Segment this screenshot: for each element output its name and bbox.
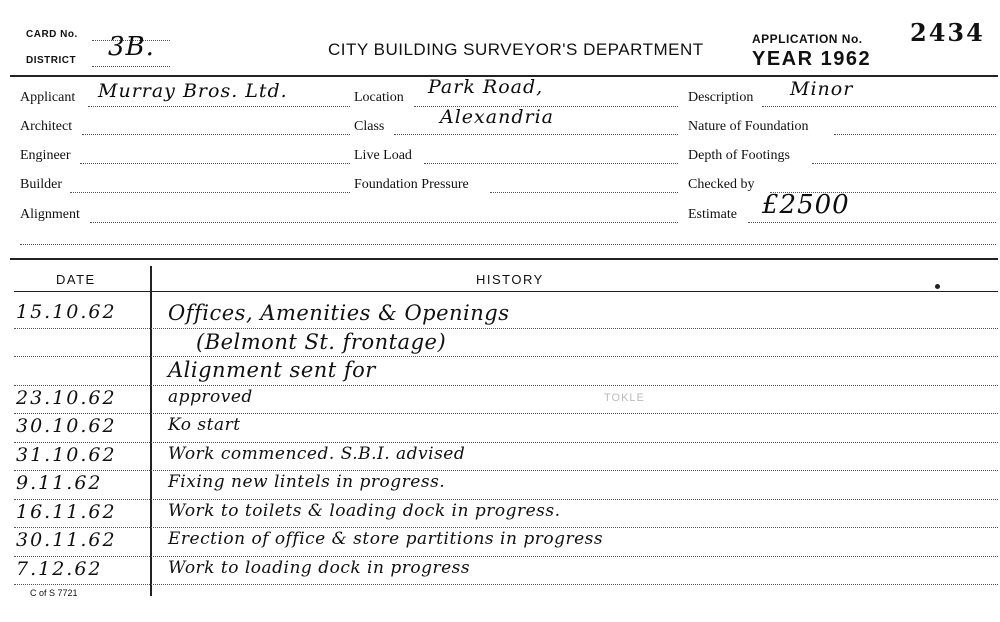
depth-line	[812, 163, 996, 164]
architect-label: Architect	[20, 119, 73, 134]
history-header: HISTORY	[476, 272, 544, 287]
estimate-label: Estimate	[688, 207, 737, 222]
faint-stamp: TOKLE	[604, 392, 645, 404]
department-title: CITY BUILDING SURVEYOR'S DEPARTMENT	[328, 40, 704, 59]
application-label: APPLICATION No.	[752, 32, 863, 46]
history-row-line	[14, 328, 998, 329]
history-row-date: 16.11.62	[16, 500, 117, 523]
history-row-text: Alignment sent for	[168, 358, 376, 382]
applicant-label: Applicant	[20, 90, 76, 105]
history-row-line	[14, 385, 998, 386]
history-row-text: Fixing new lintels in progress.	[168, 472, 446, 492]
history-row-line	[14, 356, 998, 357]
description-label: Description	[688, 90, 754, 105]
estimate-line	[748, 222, 996, 223]
applicant-line	[88, 106, 350, 107]
card-no-label: CARD No.	[26, 29, 78, 40]
history-row-text: Work to toilets & loading dock in progress.	[168, 500, 561, 521]
history-row-text: Erection of office & store partitions in progress	[168, 529, 604, 549]
engineer-line	[80, 163, 350, 164]
history-row-date: 9.11.62	[16, 472, 103, 494]
history-row-date: 30.11.62	[16, 529, 117, 551]
year: YEAR 1962	[752, 48, 872, 70]
history-row-date: 23.10.62	[16, 386, 117, 409]
foundation-pressure-label: Foundation Pressure	[354, 177, 469, 192]
history-row-date: 15.10.62	[16, 301, 117, 323]
date-header: DATE	[56, 272, 96, 287]
nature-line	[834, 134, 996, 135]
district-line	[92, 66, 170, 67]
history-row-line	[14, 413, 998, 414]
builder-label: Builder	[20, 177, 62, 192]
live-load-label: Live Load	[354, 148, 412, 163]
checked-by-label: Checked by	[688, 177, 755, 192]
history-row-date: 7.12.62	[16, 557, 103, 580]
class-label: Class	[354, 119, 385, 134]
history-row-line	[14, 527, 998, 528]
history-row-line	[14, 499, 998, 500]
district-value: 3B.	[108, 32, 155, 62]
history-header-rule	[14, 291, 998, 292]
history-row-line	[14, 584, 998, 585]
engineer-label: Engineer	[20, 148, 71, 163]
history-row-date: 31.10.62	[16, 443, 117, 466]
description-line	[762, 106, 996, 107]
history-row-text: approved	[168, 386, 253, 407]
history-row-line	[14, 556, 998, 557]
alignment-label: Alignment	[20, 207, 80, 222]
live-load-line	[424, 163, 678, 164]
builder-line	[70, 192, 350, 193]
foundation-pressure-line	[490, 192, 678, 193]
history-row-line	[14, 442, 998, 443]
history-row-text: Ko start	[168, 415, 241, 435]
class-value: Alexandria	[440, 106, 554, 128]
history-row-date: 30.10.62	[16, 415, 117, 437]
printer-mark: C of S 7721	[30, 588, 78, 598]
alignment-line	[90, 222, 678, 223]
location-value: Park Road,	[428, 76, 544, 98]
class-line	[394, 134, 678, 135]
dot-mark	[935, 284, 940, 289]
date-column-divider	[150, 266, 152, 596]
nature-of-foundation-label: Nature of Foundation	[688, 119, 809, 134]
history-row-text: (Belmont St. frontage)	[196, 329, 447, 354]
estimate-value: £2500	[762, 190, 850, 220]
architect-line	[82, 134, 350, 135]
applicant-value: Murray Bros. Ltd.	[98, 80, 288, 102]
description-value: Minor	[790, 78, 854, 100]
history-row-text: Work to loading dock in progress	[168, 557, 471, 578]
location-label: Location	[354, 90, 404, 105]
application-number: 2434	[910, 18, 985, 47]
history-row-text: Offices, Amenities & Openings	[168, 301, 510, 325]
history-top-rule	[10, 258, 998, 260]
extra-line	[20, 244, 996, 245]
history-row-line	[14, 470, 998, 471]
district-label: DISTRICT	[26, 55, 77, 66]
history-row-text: Work commenced. S.B.I. advised	[168, 443, 466, 464]
depth-of-footings-label: Depth of Footings	[688, 148, 790, 163]
